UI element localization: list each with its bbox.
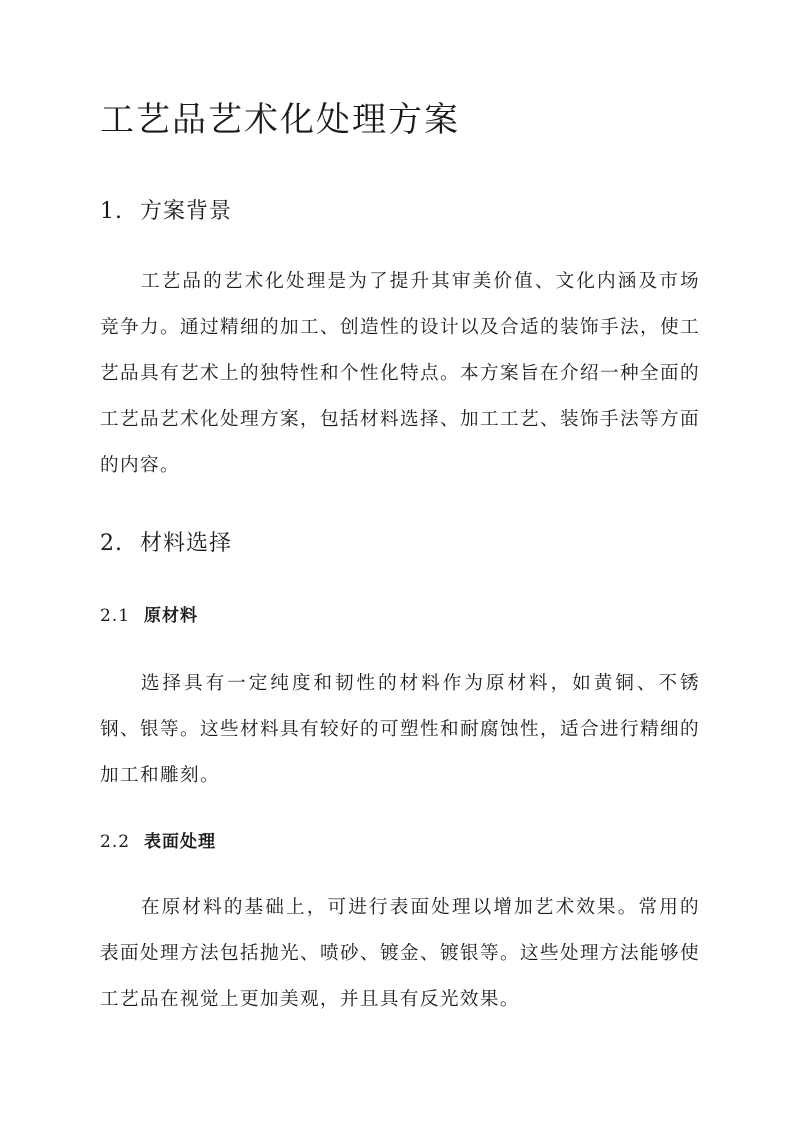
section-number: 1. [100,199,123,224]
section-number: 2. [100,531,123,556]
section-1-heading [100,196,232,228]
section-title: 方案背景 [140,199,233,224]
subsection-title: 原材料 [144,606,198,626]
section-2-heading [100,528,232,560]
section-1-paragraph: 工艺品的艺术化处理是为了提升其审美价值、文化内涵及市场竞争力。通过精细的加工、创造性的设计以及合适的装饰手法，使工艺品具有艺术上的独特性和个性化特点。本方案旨在介绍一种全面的工艺品艺术化处理方案，包括材料选择、加工工艺、装饰手法等方面的内容。 [100,271,700,476]
subsection-2-1-paragraph: 选择具有一定纯度和韧性的材料作为原材料，如黄铜、不锈钢、银等。这些材料具有较好的可塑性和耐腐蚀性，适合进行精细的加工和雕刻。 [100,673,700,786]
subsection-number: 2.2 [100,832,131,852]
subsection-number: 2.1 [100,606,131,626]
subsection-2-2-heading [100,829,216,855]
subsection-2-2-paragraph: 在原材料的基础上，可进行表面处理以增加艺术效果。常用的表面处理方法包括抛光、喷砂、镀金、镀银等。这些处理方法能够使工艺品在视觉上更加美观，并且具有反光效果。 [100,897,700,1010]
document-title: 工艺品艺术化处理方案 [100,100,460,140]
section-title: 材料选择 [140,531,233,556]
subsection-title: 表面处理 [144,832,216,852]
subsection-2-1-heading [100,603,198,629]
